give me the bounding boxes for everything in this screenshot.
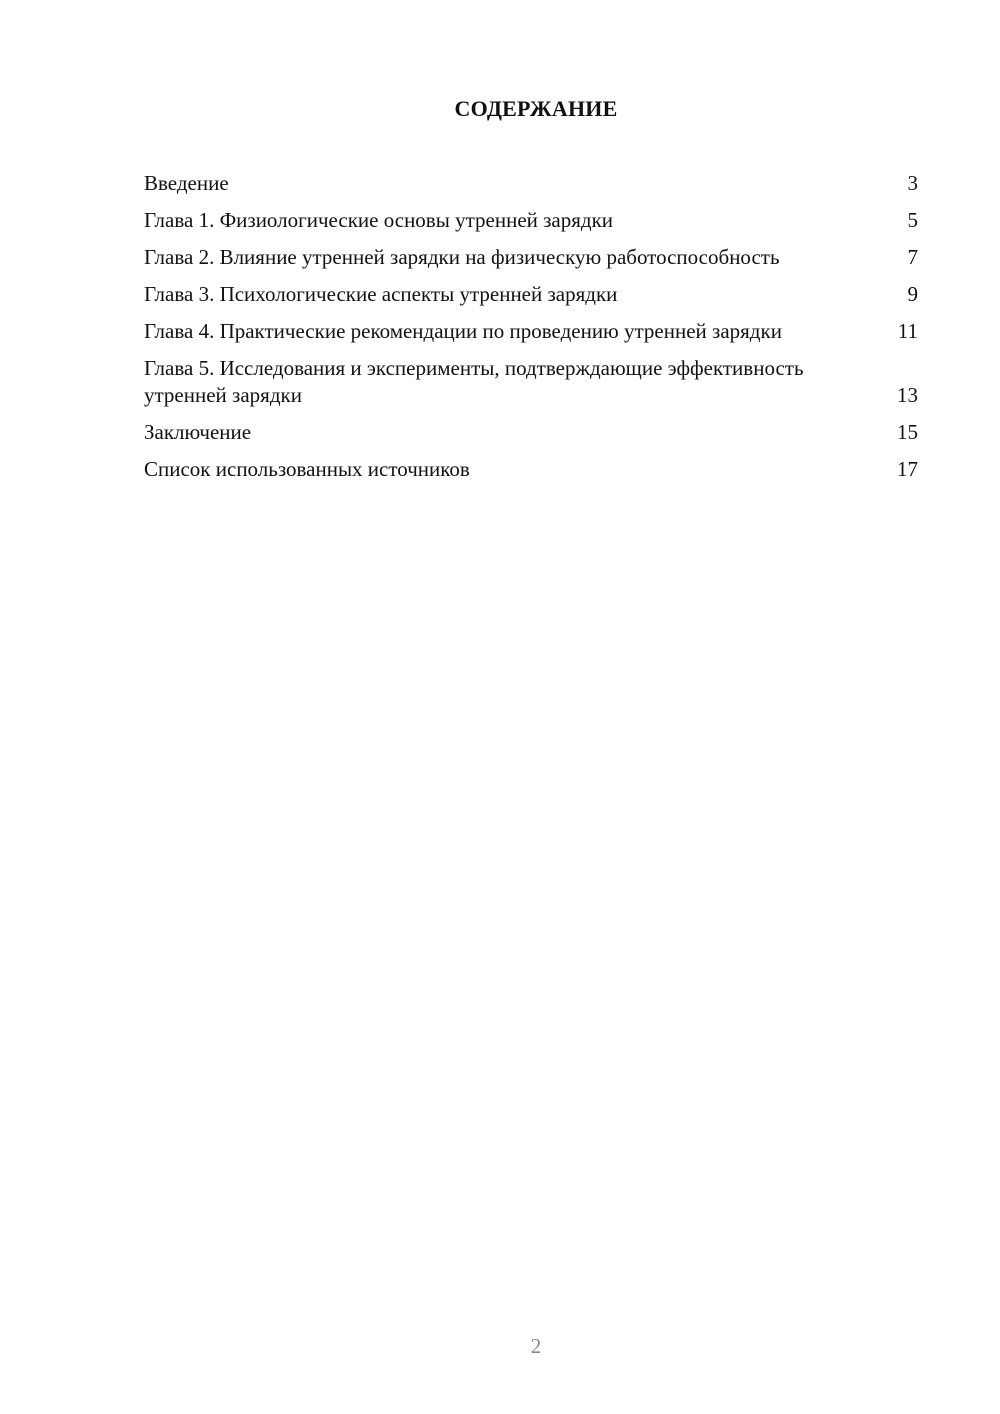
toc-entry — [144, 419, 918, 446]
toc-entry-page: 15 — [897, 420, 918, 444]
toc-entry-title: Введение — [144, 171, 229, 195]
toc-entry-title: Глава 3. Психологические аспекты утренней зарядки — [144, 282, 618, 306]
toc-entry — [144, 170, 918, 197]
toc-entry — [144, 281, 918, 308]
toc-entry — [144, 318, 918, 345]
toc-entry — [144, 244, 918, 271]
page-title: СОДЕРЖАНИЕ — [454, 96, 618, 121]
toc-entry-title: Глава 4. Практические рекомендации по проведению утренней зарядки — [144, 319, 782, 343]
table-of-contents — [144, 170, 918, 493]
toc-entry-title: Глава 1. Физиологические основы утренней зарядки — [144, 208, 614, 232]
toc-entry-page: 17 — [897, 457, 918, 481]
toc-entry — [144, 355, 918, 409]
toc-entry — [144, 207, 918, 234]
toc-entry-page: 9 — [907, 282, 918, 306]
page-number: 2 — [530, 1334, 542, 1358]
toc-entry-page: 7 — [907, 245, 918, 269]
toc-entry-title: Список использованных источников — [144, 457, 470, 481]
toc-entry — [144, 456, 918, 483]
toc-entry-page: 11 — [897, 319, 918, 343]
toc-entry-page: 3 — [907, 171, 918, 195]
toc-entry-page: 5 — [907, 208, 918, 232]
toc-entry-title: Заключение — [144, 420, 252, 444]
toc-entry-title: Глава 2. Влияние утренней зарядки на физическую работоспособность — [144, 245, 780, 269]
toc-entry-page: 13 — [897, 383, 918, 407]
toc-entry-title: Глава 5. Исследования и эксперименты, подтверждающие эффективность утренней зарядки — [144, 356, 804, 407]
